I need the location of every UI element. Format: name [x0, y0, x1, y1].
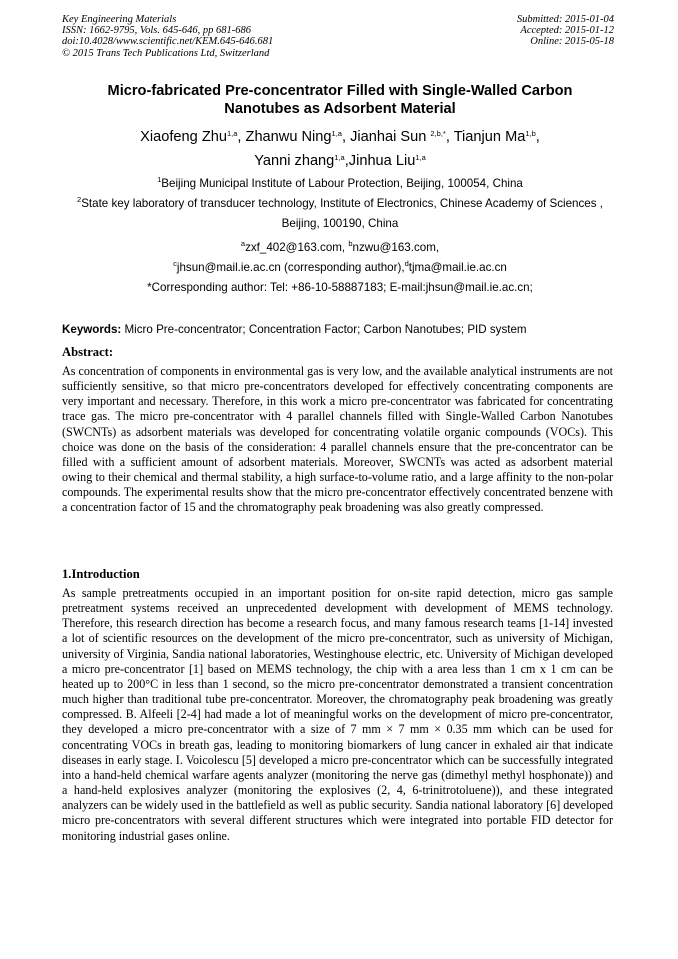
title-line-1: Micro-fabricated Pre-concentrator Filled with Single-Walled Carbon: [107, 83, 573, 99]
author-affiliation-mark: 1,a: [334, 153, 345, 162]
author-name: , Jianhai Sun: [341, 129, 431, 145]
email-address[interactable]: jhsun@mail.ie.ac.cn (corresponding author),: [176, 261, 405, 274]
author-affiliation-mark: 1,a: [331, 129, 342, 138]
abstract-text: As concentration of components in environmental gas is very low, and the available analytical instruments are not sufficiently sensitive, so that micro pre-concentrators developed for effectively concentrating components are very important and necessary. Therefore, in this work a micro pre-concentrator was fabricated for concentrating trace gas. The micro pre-concentrator with 4 parallel channels filled with Single-Walled Carbon Nanotubes (SWCNTs) as adsorbent materials was developed for concentrating volatile organic compounds (VOCs). This choice was done on the basis of the consideration: 4 parallel channels ensure that the pre-concentrator can be filled with a sufficient amount of adsorbent materials. Moreover, SWCNTs was acted as adsorbent material owing to their chemical and thermal stability, a high surface-to-volume ratio, and a large affinity to the non-polar compounds. The experimental results show that the micro pre-concentrator effectively concentrated benzene with a concentration factor of 15 and the chromatography peak broadening was also greatly compressed.: [62, 364, 613, 515]
author-line-1: [70, 125, 610, 149]
email-mark: a: [240, 239, 246, 248]
abstract-heading: Abstract:: [62, 345, 114, 359]
copyright-line: © 2015 Trans Tech Publications Ltd, Switzerland: [62, 47, 270, 59]
author-name: , Tianjun Ma: [445, 129, 526, 145]
keywords: [62, 322, 618, 338]
author-affiliation-mark: 1,a: [415, 153, 426, 162]
email-address[interactable]: zxf_402@163.com,: [245, 241, 349, 254]
dates-header: [517, 14, 614, 48]
journal-header: [62, 14, 273, 59]
affiliation-1: [70, 174, 610, 194]
affiliation-text: Beijing Municipal Institute of Labour Protection, Beijing, 100054, China: [161, 177, 523, 190]
author-separator: ,: [535, 129, 540, 145]
email-line-1: [70, 238, 610, 258]
affiliation-text: State key laboratory of transducer technology, Institute of Electronics, Chinese Academy of Sciences , Beijing, 100190, China: [81, 197, 603, 230]
email-mark: b: [348, 239, 353, 248]
author-line-2: [70, 149, 610, 173]
author-affiliation-mark: 2,b,*: [430, 129, 446, 138]
author-name: ,Jinhua Liu: [344, 153, 416, 169]
keywords-label: Keywords:: [62, 323, 122, 336]
author-affiliation-mark: 1,a: [226, 129, 238, 138]
author-name: , Zhanwu Ning: [237, 129, 332, 145]
author-name: Xiaofeng Zhu: [140, 129, 227, 145]
affiliation-mark: 1: [157, 175, 162, 184]
online-date: Online: 2015-05-18: [530, 36, 614, 48]
email-address[interactable]: nzwu@163.com,: [352, 241, 440, 254]
author-affiliation-mark: 1,b: [525, 129, 536, 138]
corresponding-author: *Corresponding author: Tel: +86-10-58887183; E-mail:jhsun@mail.ie.ac.cn;: [147, 281, 533, 294]
email-address[interactable]: tjma@mail.ie.ac.cn: [408, 261, 507, 274]
email-line-2: [70, 258, 610, 278]
affiliation-2: [70, 194, 610, 234]
author-name: Yanni zhang: [254, 153, 335, 169]
affiliation-mark: 2: [77, 195, 82, 204]
keywords-text: Micro Pre-concentrator; Concentration Factor; Carbon Nanotubes; PID system: [121, 323, 527, 336]
introduction-heading: 1.Introduction: [62, 567, 140, 581]
email-mark: c: [173, 259, 177, 268]
submitted-date: Submitted: 2015-01-04: [516, 14, 614, 25]
journal-name: Key Engineering Materials: [62, 14, 177, 25]
introduction-text: As sample pretreatments occupied in an important position for on-site rapid detection, micro gas sample pretreatment systems received an unprecedented development with development of MEMS technology. Therefore, this research direction has become a research focus, and many famous research teams [1-14] invested a lot of scientific resources on the development of the micro pre-concentrator, such as university of Michigan, university of Virginia, Sandia national laboratories, Westinghouse electric, etc. University of Michigan developed a micro pre-concentrator [1] based on MEMS technology, the chip with a area less than 1 cm x 1 cm can be heated up to 200°C in less than 1 second, so the micro pre-concentrator demonstrated a transient concentration much higher than traditional tube pre-concentrator. Moreover, the chromatography peak broadening was greatly compressed. B. Alfeeli [2-4] had made a lot of meaningful works on the development of micro pre-concentrator, they developed a micro pre-concentrator with a size of 7 mm × 7 mm × 0.35 mm which can be used for concentrating VOCs in breath gas, leading to monitoring biomarkers of lung cancer in exhaled air that indicate diseases in early stage. I. Voicolescu [5] developed a micro pre-concentrator which can be successfully integrated into a hand-held chemical warfare agents analyzer (monitoring the nerve gas (dimethyl methyl hosphonate)) and a hand-held explosives analyzer (monitoring the explosives (2, 4, 6-trinitrotoluene)), and these integrated analyzers can be widely used in the battlefield as well as public security. Sandia national laboratory [6] developed micro pre-concentrators with several different structures which were integrated into portable FID detector for monitoring industrial gases online.: [62, 586, 613, 843]
email-block: [70, 238, 610, 298]
issn-line: ISSN: 1662-9795, Vols. 645-646, pp 681-686: [62, 25, 251, 37]
title-line-2: Nanotubes as Adsorbent Material: [224, 101, 456, 117]
doi-line[interactable]: doi:10.4028/www.scientific.net/KEM.645-646.681: [62, 36, 274, 48]
paper-title: [70, 82, 610, 118]
author-list: [70, 125, 610, 173]
email-mark: d: [404, 259, 409, 268]
accepted-date: Accepted: 2015-01-12: [520, 25, 614, 37]
